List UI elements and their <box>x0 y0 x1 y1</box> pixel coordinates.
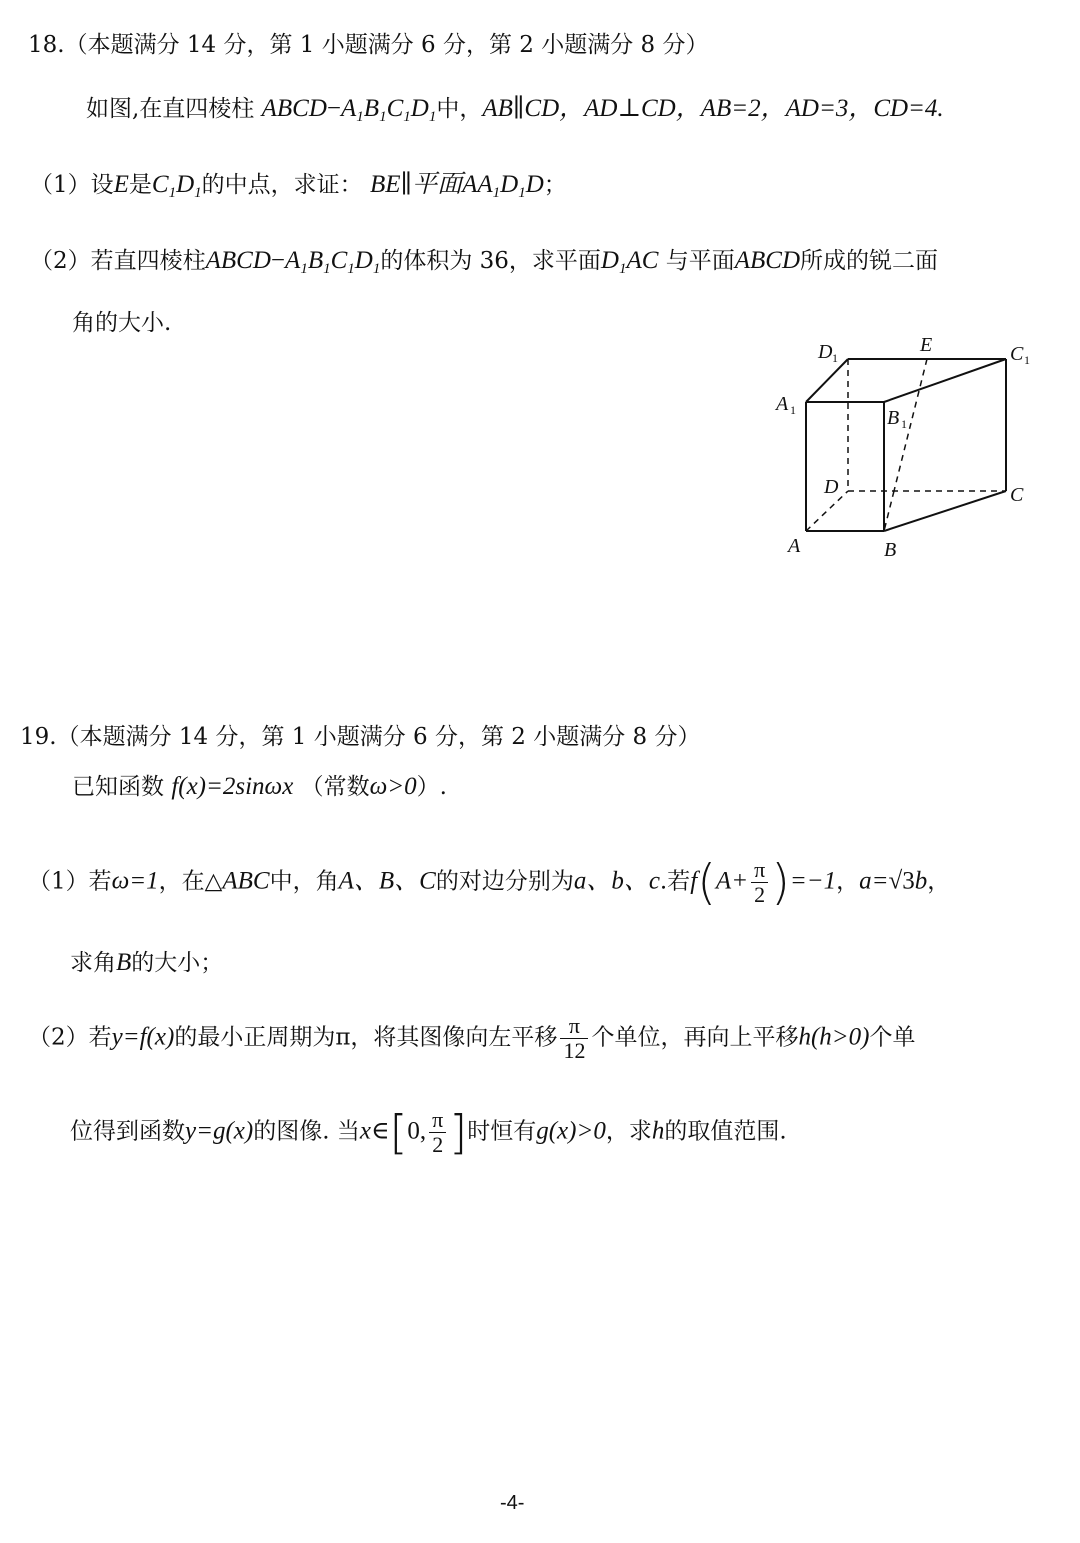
svg-text:1: 1 <box>832 351 838 365</box>
label-B: B <box>884 539 897 561</box>
label-E: E <box>920 334 933 356</box>
q19-part1: （1）若ω=1，在△ABC中，角A、B、C的对边分别为a、b、c.若f(A+ $\frac{\pi}{2}$ )=−1，a=√3b， <box>28 854 951 911</box>
label-B1: B <box>887 407 900 429</box>
q18-part2-line2: 角的大小. <box>72 310 172 336</box>
label-D: D <box>824 476 839 498</box>
svg-text:1: 1 <box>1024 353 1030 367</box>
label-A1: A <box>776 393 789 415</box>
q18-part2: （2）若直四棱柱$ABCD-A_1B_1C_1D_1$的体积为 36，求平面$D_1AC$ 与平面ABCD所成的锐二面 <box>30 247 939 277</box>
label-A: A <box>788 535 801 557</box>
q19-part1-line2: 求角B的大小； <box>70 949 224 976</box>
q18-header: 18.（本题满分 14 分，第 1 小题满分 6 分，第 2 小题满分 8 分） <box>28 32 709 58</box>
label-C: C <box>1010 484 1024 506</box>
label-C1: C <box>1010 343 1024 365</box>
q19-given: 已知函数 f(x)=2sinωx （常数ω>0）. <box>72 773 447 800</box>
svg-text:1: 1 <box>901 417 907 431</box>
svg-text:1: 1 <box>790 403 796 417</box>
prism-figure <box>768 330 1048 570</box>
label-D1: D <box>818 341 833 363</box>
q19-part2-line2: 位得到函数y=g(x)的图像. 当x∈[0, $\frac{\pi}{2}$ ]时恒有g(x)>0，求h的取值范围. <box>70 1105 787 1160</box>
q18-intro: 如图,在直四棱柱 $ABCD-A_1B_1C_1D_1$中，AB∥CD，AD⊥CD，AB=2，AD=3，CD=4. <box>86 95 944 125</box>
q19-header: 19.（本题满分 14 分，第 1 小题满分 6 分，第 2 小题满分 8 分） <box>20 724 701 750</box>
q19-part2: （2）若y=f(x)的最小正周期为π，将其图像向左平移 $\frac{\pi}{12}$ 个单位，再向上平移h(h>0)个单 <box>28 1013 916 1063</box>
q18-part1: （1）设E是$C_1D_1$的中点，求证： BE∥平面$AA_1D_1D$； <box>30 171 567 201</box>
page-number: -4- <box>500 1492 525 1514</box>
